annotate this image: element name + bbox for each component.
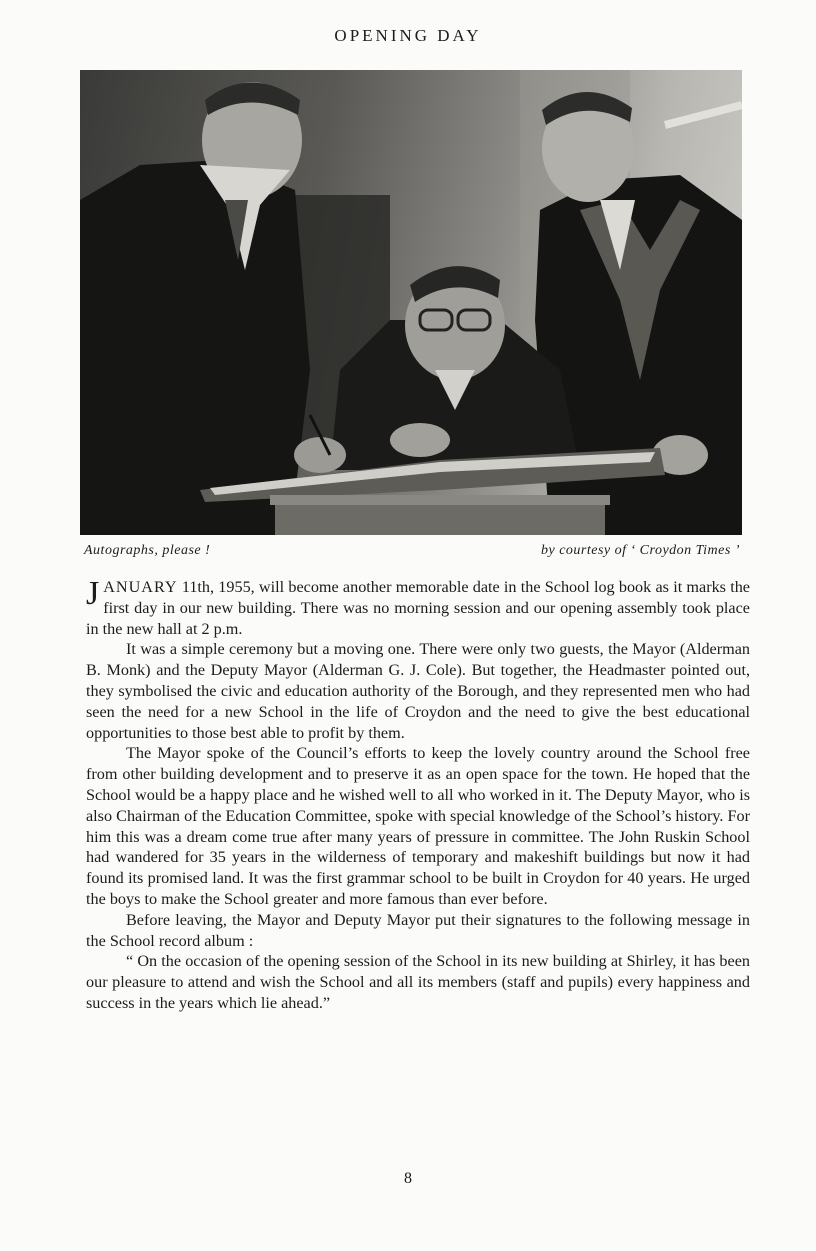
paragraph-2: It was a simple ceremony but a moving one. There were only two guests, the Mayor (Alderman B. Monk) and the Deputy Mayor (Alderman G. J. Cole). But together, the Headmaster pointed out, they symbolised the civic and education authority of the Borough, and they represented men who had seen the need for a new School in the life of Croydon and the need to give the best educational opportunities to those best able to profit by them. (86, 640, 750, 742)
page-number: 8 (404, 1170, 412, 1187)
running-head: OPENING DAY (334, 26, 482, 45)
photograph-signing-ceremony (80, 70, 742, 535)
paragraph-1 (86, 577, 750, 639)
first-word: ANUARY (103, 578, 178, 596)
photo-illustration (80, 70, 742, 535)
photo-caption: Autographs, please ! (84, 543, 211, 558)
article-body (86, 577, 750, 1014)
paragraph-4: Before leaving, the Mayor and Deputy Mayor put their signatures to the following message in the School record album : (86, 910, 750, 950)
quoted-message: “ On the occasion of the opening session of the School in its new building at Shirley, it has been our pleasure to attend and wish the School and all its members (staff and pupils) every happiness and success in the years which lie ahead.” (86, 952, 750, 1012)
drop-cap: J (86, 575, 100, 612)
paragraph-3: The Mayor spoke of the Council’s efforts to keep the lovely country around the School free from other building development and to preserve it as an open space for the town. He hoped that the School would be a happy place and he wished well to all who worked in it. The Deputy Mayor, who is also Chairman of the Education Committee, spoke with special knowledge of the School’s history. For him this was a dream come true after many years of pressure in committee. The John Ruskin School had wandered for 35 years in the wilderness of temporary and makeshift buildings but now it had found its promised land. It was the first grammar school to be built in Croydon for 40 years. He urged the boys to make the School greater and more famous than ever before. (86, 744, 750, 908)
photo-credit: by courtesy of ‘ Croydon Times ’ (540, 543, 740, 558)
paragraph-1-text: 11th, 1955, will become another memorable date in the School log book as it marks the first day in our new building. There was no morning session and our opening assembly took place in the new hall at 2 p.m. (86, 578, 750, 638)
